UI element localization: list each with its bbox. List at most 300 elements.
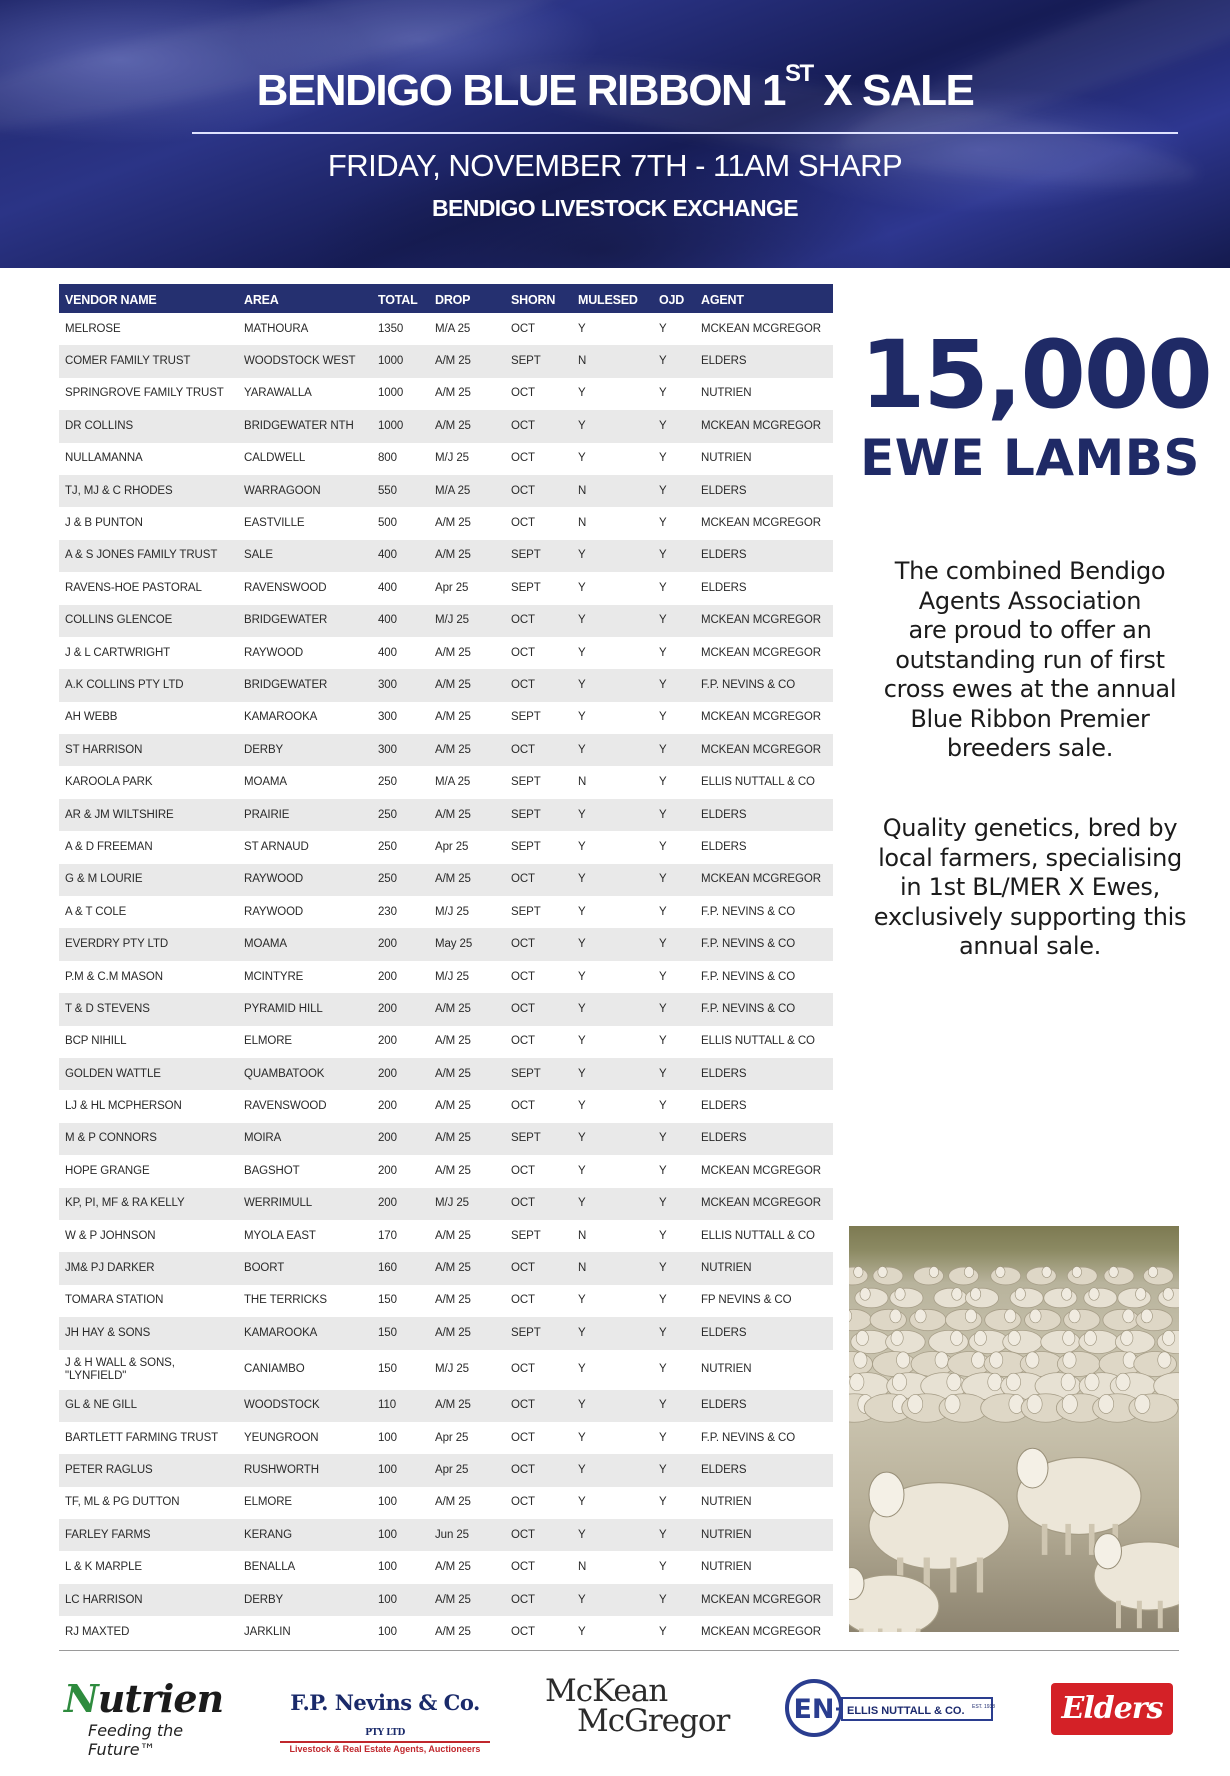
- cell-shorn: OCT: [511, 387, 535, 400]
- cell-total: 400: [378, 646, 397, 659]
- column-header-drop: DROP: [429, 284, 505, 313]
- cell-agent: ELDERS: [695, 1058, 833, 1090]
- cell-mulesed: Y: [578, 970, 586, 983]
- table-row: [59, 993, 833, 1025]
- cell-ojd: Y: [653, 1519, 695, 1551]
- sheep: [914, 1266, 944, 1285]
- cell-agent: ELDERS: [695, 345, 833, 377]
- cell-vendor-name: RJ MAXTED: [65, 1625, 130, 1638]
- sheep: [965, 1288, 998, 1308]
- cell-drop: A/M 25: [429, 1058, 505, 1090]
- cell-mulesed: Y: [578, 1431, 586, 1444]
- cell-drop: A/M 25: [435, 1164, 471, 1177]
- cell-total: 400: [372, 540, 429, 572]
- cell-agent: F.P. NEVINS & CO: [701, 1431, 796, 1444]
- cell-agent: MCKEAN MCGREGOR: [695, 864, 833, 896]
- cell-ojd: Y: [659, 452, 667, 465]
- cell-drop: May 25: [429, 928, 505, 960]
- column-header-area: AREA: [238, 284, 372, 313]
- sheep: [1003, 1330, 1043, 1353]
- cell-total: 200: [372, 928, 429, 960]
- blurb-line: The combined Bendigo: [894, 557, 1166, 585]
- cell-mulesed: Y: [572, 1317, 653, 1349]
- cell-shorn: OCT: [505, 605, 572, 637]
- table-row: [59, 1285, 833, 1317]
- sheep: [1026, 1266, 1056, 1285]
- cell-area: DERBY: [238, 1584, 372, 1616]
- cell-area: ST ARNAUD: [244, 840, 309, 853]
- cell-agent: FP NEVINS & CO: [701, 1294, 792, 1307]
- cell-area: BENALLA: [244, 1561, 296, 1574]
- cell-area: MYOLA EAST: [244, 1229, 316, 1242]
- fp-nevins-logo: F.P. Nevins & Co. PTY LTD Livestock & Real Estate Agents, Auctioneers: [280, 1690, 490, 1740]
- sheep: [870, 1309, 906, 1331]
- cell-vendor-name: AH WEBB: [65, 711, 118, 724]
- cell-shorn: OCT: [511, 1100, 535, 1113]
- table-row: [59, 1155, 833, 1187]
- table-row: [59, 1252, 833, 1284]
- cell-total: 300: [372, 734, 429, 766]
- sheep: [1025, 1309, 1061, 1331]
- sheep: [945, 1309, 981, 1331]
- sheep: [1118, 1288, 1151, 1308]
- cell-agent: F.P. NEVINS & CO: [695, 928, 833, 960]
- cell-drop: A/M 25: [435, 711, 471, 724]
- cell-agent: NUTRIEN: [695, 1519, 833, 1551]
- sheep: [1044, 1288, 1077, 1308]
- cell-total: 200: [378, 970, 397, 983]
- cell-area: WOODSTOCK: [238, 1390, 372, 1422]
- cell-total: 250: [378, 840, 397, 853]
- table-row: [59, 507, 833, 539]
- cell-area: RAVENSWOOD: [244, 1100, 327, 1113]
- cell-ojd: Y: [659, 322, 667, 335]
- cell-area: PYRAMID HILL: [238, 993, 372, 1025]
- cell-drop: A/M 25: [429, 345, 505, 377]
- sheep: [890, 1288, 923, 1308]
- table-row: [59, 345, 833, 377]
- column-header-mulesed: MULESED: [572, 284, 653, 313]
- cell-vendor-name: COMER FAMILY TRUST: [59, 345, 238, 377]
- cell-ojd: Y: [653, 605, 695, 637]
- column-header-vendor-name: VENDOR NAME: [59, 284, 238, 313]
- cell-ojd: Y: [653, 1058, 695, 1090]
- cell-mulesed: Y: [572, 1123, 653, 1155]
- cell-agent: F.P. NEVINS & CO: [701, 905, 796, 918]
- cell-mulesed: Y: [578, 322, 586, 335]
- cell-ojd: Y: [653, 734, 695, 766]
- cell-mulesed: N: [578, 517, 587, 530]
- cell-vendor-name: GOLDEN WATTLE: [59, 1058, 238, 1090]
- cell-mulesed: Y: [572, 734, 653, 766]
- cell-area: CALDWELL: [244, 452, 306, 465]
- cell-total: 1000: [372, 410, 429, 442]
- cell-mulesed: Y: [578, 646, 586, 659]
- cell-total: 100: [372, 1519, 429, 1551]
- table-row: [59, 1487, 833, 1519]
- cell-vendor-name: A & T COLE: [65, 905, 127, 918]
- table-row: [59, 766, 833, 798]
- sheep: [1143, 1266, 1173, 1285]
- cell-mulesed: Y: [572, 1058, 653, 1090]
- table-row: [59, 313, 833, 345]
- sheep: [1115, 1330, 1155, 1353]
- blurb-line: local farmers, specialising: [878, 843, 1182, 872]
- cell-area: MOIRA: [238, 1123, 372, 1155]
- cell-total: 200: [378, 1035, 397, 1048]
- cell-total: 500: [378, 517, 397, 530]
- cell-drop: Apr 25: [435, 1431, 469, 1444]
- cell-ojd: Y: [653, 540, 695, 572]
- cell-vendor-name: A & D FREEMAN: [65, 840, 153, 853]
- cell-total: 1350: [378, 322, 404, 335]
- cell-agent: ELDERS: [695, 1317, 833, 1349]
- cell-total: 300: [372, 669, 429, 701]
- cell-mulesed: N: [572, 345, 653, 377]
- cell-shorn: OCT: [511, 1496, 535, 1509]
- cell-area: YEUNGROON: [244, 1431, 319, 1444]
- cell-total: 100: [372, 1584, 429, 1616]
- column-header-agent: AGENT: [695, 284, 833, 313]
- cell-drop: A/M 25: [429, 669, 505, 701]
- cell-vendor-name: J & H WALL & SONS, "LYNFIELD": [65, 1356, 175, 1382]
- cell-drop: A/M 25: [429, 1123, 505, 1155]
- cell-ojd: Y: [659, 970, 667, 983]
- cell-area: ELMORE: [244, 1035, 292, 1048]
- cell-total: 300: [378, 711, 397, 724]
- cell-agent: NUTRIEN: [701, 387, 752, 400]
- table-row: [59, 1317, 833, 1349]
- table-row: [59, 540, 833, 572]
- sheep: [991, 1266, 1021, 1285]
- cell-vendor-name: KP, PI, MF & RA KELLY: [59, 1188, 238, 1220]
- cell-vendor-name: J & L CARTWRIGHT: [65, 646, 171, 659]
- cell-ojd: Y: [653, 410, 695, 442]
- cell-drop: A/M 25: [429, 1584, 505, 1616]
- cell-agent: ELDERS: [701, 581, 747, 594]
- cell-shorn: OCT: [511, 646, 535, 659]
- cell-ojd: Y: [659, 1363, 667, 1375]
- blurb-line: Quality genetics, bred by: [882, 814, 1178, 842]
- cell-vendor-name: HOPE GRANGE: [65, 1164, 150, 1177]
- cell-total: 100: [378, 1431, 397, 1444]
- cell-ojd: Y: [659, 711, 667, 724]
- cell-drop: M/A 25: [429, 475, 505, 507]
- cell-agent: NUTRIEN: [701, 452, 752, 465]
- blurb-association: [870, 557, 1190, 764]
- cell-shorn: OCT: [505, 1454, 572, 1486]
- cell-agent: ELDERS: [695, 1390, 833, 1422]
- cell-drop: A/M 25: [429, 734, 505, 766]
- cell-mulesed: Y: [578, 452, 586, 465]
- ellis-nuttall-logo: [784, 1678, 1000, 1738]
- cell-agent: NUTRIEN: [695, 1252, 833, 1284]
- table-row: [59, 475, 833, 507]
- sheep: [934, 1288, 967, 1308]
- cell-shorn: OCT: [505, 1390, 572, 1422]
- cell-area: KAMAROOKA: [238, 1317, 372, 1349]
- table-row: [59, 669, 833, 701]
- cell-mulesed: N: [572, 475, 653, 507]
- cell-area: EASTVILLE: [244, 517, 305, 530]
- cell-area: RUSHWORTH: [238, 1454, 372, 1486]
- cell-vendor-name: COLLINS GLENCOE: [59, 605, 238, 637]
- cell-total: 1000: [378, 387, 404, 400]
- table-row: [59, 1350, 833, 1390]
- cell-shorn: OCT: [505, 475, 572, 507]
- cell-shorn: OCT: [505, 1252, 572, 1284]
- cell-ojd: Y: [653, 1252, 695, 1284]
- cell-ojd: Y: [659, 776, 667, 789]
- blurb-line: Blue Ribbon Premier: [910, 704, 1150, 733]
- cell-agent: NUTRIEN: [701, 1363, 752, 1375]
- cell-ojd: Y: [659, 1035, 667, 1048]
- sheep: [910, 1309, 946, 1331]
- cell-vendor-name: G & M LOURIE: [59, 864, 238, 896]
- cell-shorn: SEPT: [505, 1317, 572, 1349]
- table-row: [59, 410, 833, 442]
- cell-agent: MCKEAN MCGREGOR: [695, 605, 833, 637]
- cell-mulesed: Y: [578, 1100, 586, 1113]
- cell-shorn: OCT: [505, 669, 572, 701]
- cell-total: 250: [378, 776, 397, 789]
- cell-vendor-name: T & D STEVENS: [59, 993, 238, 1025]
- cell-ojd: Y: [659, 905, 667, 918]
- table-row: [59, 702, 833, 734]
- title-divider: [192, 132, 1178, 134]
- cell-area: BRIDGEWATER: [238, 605, 372, 637]
- sheep: [1136, 1309, 1172, 1331]
- blurb-line: Agents Association: [918, 586, 1142, 615]
- cell-shorn: OCT: [505, 1584, 572, 1616]
- blurb-line: breeders sale.: [946, 734, 1114, 762]
- cell-drop: A/M 25: [435, 1035, 471, 1048]
- cell-agent: ELLIS NUTTALL & CO: [701, 1229, 815, 1242]
- blurb-line: are proud to offer an: [908, 616, 1152, 644]
- cell-shorn: SEPT: [505, 540, 572, 572]
- cell-agent: ELDERS: [695, 1454, 833, 1486]
- cell-agent: MCKEAN MCGREGOR: [695, 410, 833, 442]
- cell-vendor-name: L & K MARPLE: [65, 1561, 142, 1574]
- cell-ojd: Y: [653, 799, 695, 831]
- cell-area: MATHOURA: [244, 322, 309, 335]
- cell-area: RAVENSWOOD: [244, 581, 327, 594]
- cell-drop: A/M 25: [435, 1561, 471, 1574]
- cell-agent: MCKEAN MCGREGOR: [701, 711, 821, 724]
- cell-ojd: Y: [659, 840, 667, 853]
- cell-drop: M/A 25: [435, 322, 471, 335]
- cell-mulesed: N: [578, 1229, 587, 1242]
- cell-drop: A/M 25: [429, 799, 505, 831]
- cell-total: 100: [372, 1454, 429, 1486]
- cell-total: 200: [372, 1123, 429, 1155]
- cell-ojd: Y: [653, 669, 695, 701]
- cell-shorn: SEPT: [511, 581, 541, 594]
- column-header-total: TOTAL: [372, 284, 429, 313]
- cell-total: 400: [372, 605, 429, 637]
- blurb-line: exclusively supporting this: [873, 902, 1187, 931]
- cell-ojd: Y: [659, 387, 667, 400]
- cell-mulesed: Y: [572, 928, 653, 960]
- cell-mulesed: Y: [572, 605, 653, 637]
- table-body: [59, 313, 833, 1649]
- ellis-est: EST. 1938: [972, 1704, 996, 1710]
- cell-ojd: Y: [653, 1317, 695, 1349]
- cell-agent: ELDERS: [695, 799, 833, 831]
- sheep: [1129, 1394, 1178, 1422]
- cell-total: 100: [378, 1561, 397, 1574]
- cell-total: 200: [372, 993, 429, 1025]
- mckean-mcgregor-logo: McKean McGregor: [545, 1673, 730, 1739]
- cell-mulesed: Y: [578, 1035, 586, 1048]
- cell-agent: MCKEAN MCGREGOR: [701, 1625, 821, 1638]
- cell-agent: MCKEAN MCGREGOR: [701, 517, 821, 530]
- blurb-line: cross ewes at the annual: [883, 675, 1177, 703]
- cell-agent: F.P. NEVINS & CO: [701, 970, 796, 983]
- cell-area: RAYWOOD: [244, 646, 304, 659]
- ellis-name: ELLIS NUTTALL & CO.: [847, 1705, 965, 1717]
- sale-venue: BENDIGO LIVESTOCK EXCHANGE: [431, 195, 799, 221]
- cell-mulesed: Y: [572, 669, 653, 701]
- cell-area: KAMAROOKA: [244, 711, 318, 724]
- cell-total: 100: [378, 1625, 397, 1638]
- sheep: [1103, 1309, 1139, 1331]
- cell-total: 250: [372, 864, 429, 896]
- column-header-shorn: SHORN: [505, 284, 572, 313]
- sheep-foreground: [1017, 1448, 1141, 1555]
- cell-total: 150: [372, 1317, 429, 1349]
- cell-area: RAYWOOD: [238, 864, 372, 896]
- cell-ojd: Y: [659, 581, 667, 594]
- cell-area: QUAMBATOOK: [238, 1058, 372, 1090]
- cell-ojd: Y: [659, 1431, 667, 1444]
- header-banner: [0, 0, 1230, 268]
- sheep: [886, 1330, 926, 1353]
- cell-total: 170: [378, 1229, 397, 1242]
- cell-ojd: Y: [659, 1100, 667, 1113]
- cell-ojd: Y: [659, 1294, 667, 1307]
- cell-drop: A/M 25: [435, 646, 471, 659]
- cell-total: 200: [372, 1188, 429, 1220]
- cell-mulesed: Y: [572, 410, 653, 442]
- table-row: [59, 637, 833, 669]
- cell-drop: A/M 25: [435, 1229, 471, 1242]
- cell-shorn: OCT: [511, 322, 535, 335]
- cell-agent: ELDERS: [695, 1123, 833, 1155]
- table-row: [59, 1422, 833, 1454]
- cell-mulesed: Y: [578, 1164, 586, 1177]
- cell-agent: ELLIS NUTTALL & CO: [701, 1035, 815, 1048]
- cell-drop: A/M 25: [429, 1252, 505, 1284]
- cell-mulesed: Y: [578, 711, 586, 724]
- cell-area: MOAMA: [238, 928, 372, 960]
- cell-drop: A/M 25: [435, 517, 471, 530]
- page-title: BENDIGO BLUE RIBBON 1ST X SALE: [256, 60, 974, 115]
- cell-shorn: SEPT: [511, 711, 541, 724]
- cell-mulesed: Y: [578, 1496, 586, 1509]
- cell-area: BAGSHOT: [244, 1164, 300, 1177]
- sale-date: FRIDAY, NOVEMBER 7TH - 11AM SHARP: [327, 148, 903, 183]
- sheep: [873, 1266, 903, 1285]
- sheep: [1079, 1330, 1119, 1353]
- cell-ojd: Y: [659, 1625, 667, 1638]
- cell-mulesed: Y: [572, 1584, 653, 1616]
- blurb-line: in 1st BL/MER X Ewes,: [900, 873, 1160, 901]
- cell-area: SALE: [238, 540, 372, 572]
- cell-drop: A/M 25: [429, 993, 505, 1025]
- cell-drop: A/M 25: [435, 387, 471, 400]
- cell-ojd: Y: [659, 1164, 667, 1177]
- cell-shorn: OCT: [505, 1188, 572, 1220]
- cell-mulesed: Y: [578, 1363, 586, 1375]
- sheep: [855, 1288, 888, 1308]
- table-row: [59, 1123, 833, 1155]
- cell-agent: MCKEAN MCGREGOR: [695, 1584, 833, 1616]
- sheep: [929, 1330, 969, 1353]
- cell-drop: M/J 25: [435, 905, 469, 918]
- cell-area: JARKLIN: [244, 1625, 291, 1638]
- cell-shorn: OCT: [511, 1625, 535, 1638]
- table-row: [59, 864, 833, 896]
- table-row: [59, 572, 833, 604]
- cell-mulesed: Y: [578, 905, 586, 918]
- cell-vendor-name: PETER RAGLUS: [59, 1454, 238, 1486]
- sheep: [1157, 1330, 1179, 1353]
- nutrien-logo: Nutrien Feeding the Future™: [64, 1676, 224, 1759]
- cell-agent: ELLIS NUTTALL & CO: [701, 776, 815, 789]
- cell-drop: A/M 25: [435, 1496, 471, 1509]
- cell-vendor-name: FARLEY FARMS: [59, 1519, 238, 1551]
- cell-shorn: SEPT: [511, 905, 541, 918]
- blurb-line: outstanding run of first: [895, 645, 1165, 674]
- cell-area: BRIDGEWATER NTH: [238, 410, 372, 442]
- cell-vendor-name: JM& PJ DARKER: [59, 1252, 238, 1284]
- table-row: [59, 1584, 833, 1616]
- cell-vendor-name: GL & NE GILL: [59, 1390, 238, 1422]
- cell-total: 150: [378, 1363, 397, 1375]
- cell-agent: ELDERS: [695, 540, 833, 572]
- cell-agent: ELDERS: [701, 1100, 747, 1113]
- cell-mulesed: Y: [578, 840, 586, 853]
- cell-drop: A/M 25: [429, 1317, 505, 1349]
- cell-vendor-name: ST HARRISON: [59, 734, 238, 766]
- cell-drop: M/J 25: [435, 970, 469, 983]
- blurb-line: annual sale.: [958, 932, 1102, 960]
- table-row: [59, 1026, 833, 1058]
- cell-area: MOAMA: [244, 776, 287, 789]
- sheep: [985, 1309, 1021, 1331]
- cell-shorn: OCT: [505, 928, 572, 960]
- cell-drop: M/J 25: [435, 452, 469, 465]
- table-row: [59, 1058, 833, 1090]
- cell-mulesed: Y: [578, 387, 586, 400]
- cell-mulesed: Y: [578, 581, 586, 594]
- cell-vendor-name: TOMARA STATION: [65, 1294, 164, 1307]
- cell-shorn: OCT: [511, 452, 535, 465]
- cell-drop: M/J 25: [435, 1363, 469, 1375]
- cell-shorn: OCT: [505, 993, 572, 1025]
- table-row: [59, 734, 833, 766]
- table-row: [59, 961, 833, 993]
- sheep: [849, 1309, 872, 1331]
- cell-ojd: Y: [653, 928, 695, 960]
- cell-mulesed: Y: [572, 1454, 653, 1486]
- cell-shorn: OCT: [511, 1294, 535, 1307]
- cell-ojd: Y: [653, 1123, 695, 1155]
- cell-agent: F.P. NEVINS & CO: [695, 993, 833, 1025]
- table-row: [59, 928, 833, 960]
- cell-ojd: Y: [653, 993, 695, 1025]
